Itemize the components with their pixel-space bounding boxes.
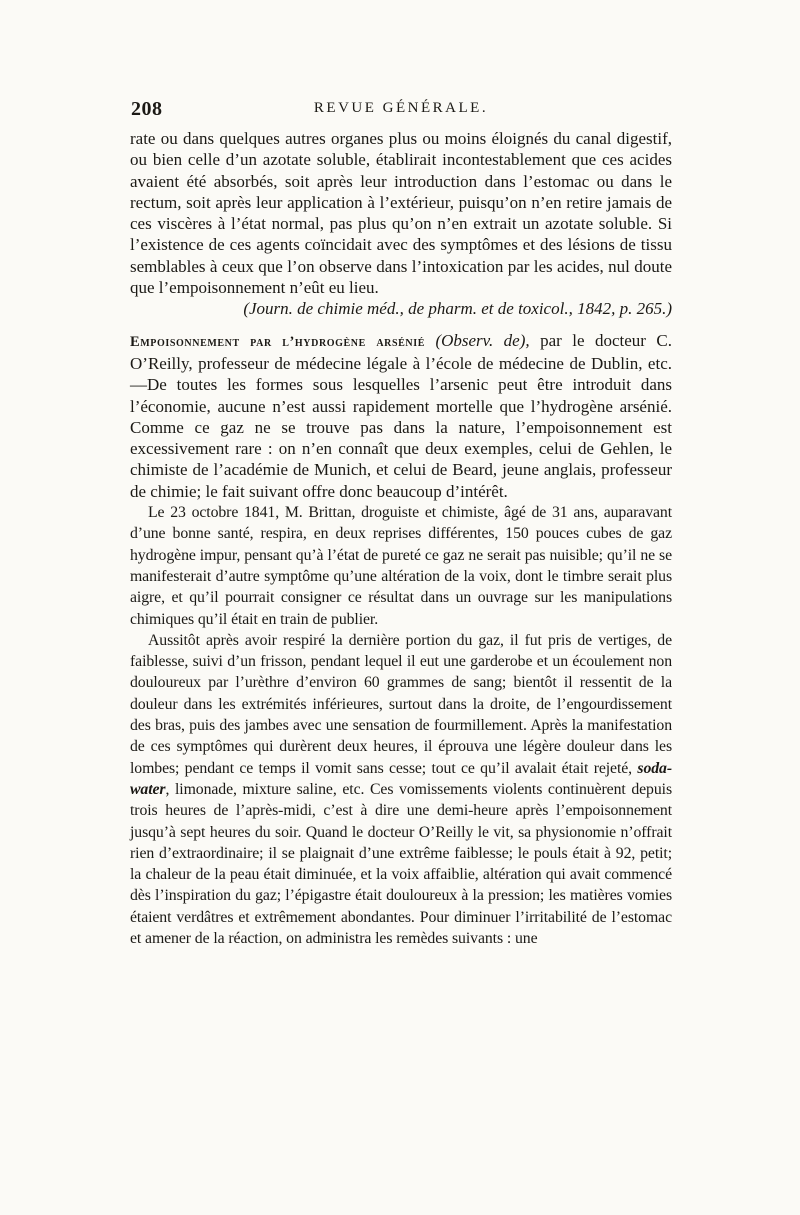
section-note: (Observ. de),	[435, 330, 530, 350]
paragraph-symptoms-part2: , limonade, mixture saline, etc. Ces vomissements violents continuèrent depuis trois heures de l’après-midi, c’est à dire une demi-heure après l’empoisonnement jusqu’à sept heures du soir. Quand le docteur O’Reilly le vit, sa physionomie n’offrait rien d’extraordinaire; il se plaignait d’une extrême faiblesse; le pouls était à 92, petit; la chaleur de la peau était diminuée, et la voix affaiblie, altération qui avait commencé dès l’inspiration du gaz; l’épigastre était douloureux à la pression; les matières vomies étaient verdâtres et extrêmement abondantes. Pour diminuer l’irritabilité de l’estomac et amener de la réaction, on administra les remèdes suivants : une	[130, 780, 672, 947]
paragraph-acides: rate ou dans quelques autres organes plus ou moins éloignés du canal digestif, ou bien celle d’un azotate soluble, établirait incontestablement que ces acides avaient été absorbés, soit après leur introduction dans l’estomac ou dans le rectum, soit après leur application à l’extérieur, puisqu’on n’en retire jamais de ces viscères à l’état normal, pas plus qu’on n’en extrait un azotate soluble. Si l’existence de ces agents coïncidait avec des symptômes et des lésions de tissu semblables à ceux que l’on observe dans l’intoxication par les acides, nul doute que l’empoisonnement n’eût eu lieu.	[130, 129, 672, 298]
paragraph-case-report: Le 23 octobre 1841, M. Brittan, droguiste et chimiste, âgé de 31 ans, auparavant d’une bonne santé, respira, en deux reprises différentes, 150 pouces cubes de gaz hydrogène impur, pensant qu’à l’état de pureté ce gaz ne serait pas nuisible; qu’il ne se manifesterait d’autre symptôme qu’une altération de la voix, dont le timbre serait plus aigre, et qu’il pourrait consigner ce résultat dans un ouvrage sur les manipulations chimiques qu’il était en train de publier.	[130, 504, 672, 628]
page-header	[131, 98, 671, 128]
paragraph-section-intro	[130, 330, 672, 502]
body-text	[130, 128, 672, 949]
section-title: Empoisonnement par l’hydrogène arsénié	[130, 333, 425, 350]
paragraph-intro-text: par le docteur C. O’Reilly, professeur de médecine légale à l’école de médecine de Dublin, etc.—De toutes les formes sous lesquelles l’arsenic peut être introduit dans l’économie, aucune n’est aussi rapidement mortelle que l’hydrogène arsénié. Comme ce gaz ne se trouve pas dans la nature, l’empoisonnement est excessivement rare : on n’en connaît que deux exemples, celui de Gehlen, le chimiste de l’académie de Munich, et celui de Beard, jeune anglais, professeur de chimie; le fait suivant offre donc beaucoup d’intérêt.	[130, 330, 673, 501]
paragraph-symptoms	[130, 630, 672, 949]
paragraph-symptoms-part1: Aussitôt après avoir respiré la dernière portion du gaz, il fut pris de vertiges, de faiblesse, suivi d’un frisson, pendant lequel il eut une garderobe et un écoulement non douloureux par l’urèthre d’environ 60 grammes de sang; bientôt il ressentit de la douleur dans les extrémités inférieures, surtout dans la droite, de l’engourdissement des bras, puis des jambes avec une sensation de fourmillement. Après la manifestation de ces symptômes qui durèrent deux heures, il éprouva une légère douleur dans les lombes; pendant ce temps il vomit sans cesse; tout ce qu’il avalait était rejeté,	[130, 631, 672, 777]
citation: (Journ. de chimie méd., de pharm. et de toxicol., 1842, p. 265.)	[243, 299, 672, 319]
page-number: 208	[131, 98, 163, 120]
emphasis-soda-water: soda-water	[130, 759, 672, 798]
running-head: REVUE GÉNÉRALE.	[313, 100, 489, 116]
